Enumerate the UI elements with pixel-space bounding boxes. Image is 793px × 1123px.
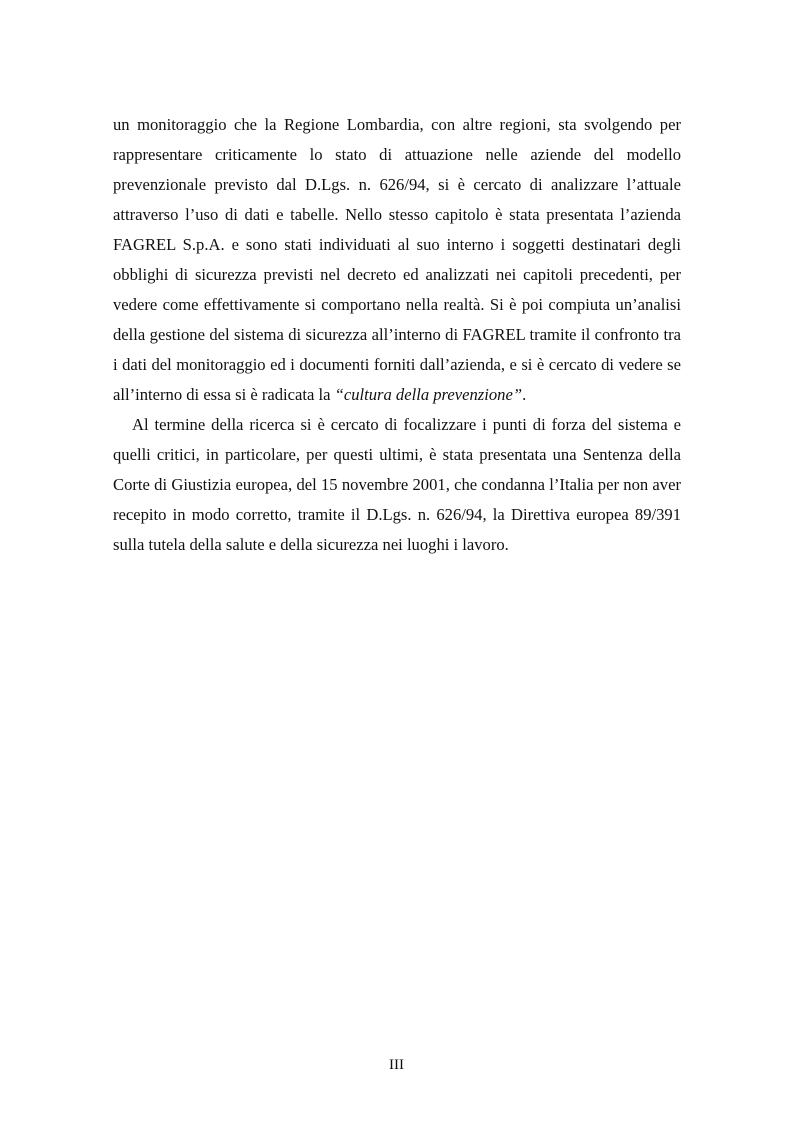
italic-quote: “cultura della prevenzione” [334,385,523,404]
page-number: III [389,1057,404,1073]
paragraph-continuation [113,110,681,410]
body-text [113,110,681,560]
paragraph-conclusion: Al termine della ricerca si è cercato di focalizzare i punti di forza del sistema e quelli critici, in particolare, per questi ultimi, è stata presentata una Sentenza della Corte di Giustizia europea, del 15 novembre 2001, che condanna l’Italia per non aver recepito in modo corretto, tramite il D.Lgs. n. 626/94, la Direttiva europea 89/391 sulla tutela della salute e della sicurezza nei luoghi i lavoro. [113,415,681,554]
paragraph-1-end: . [522,385,527,404]
paragraph-1-text: un monitoraggio che la Regione Lombardia, con altre regioni, sta svolgendo per rappresentare criticamente lo stato di attuazione nelle aziende del modello prevenzionale previsto dal D.Lgs. n. 626/94, si è cercato di analizzare l’attuale attraverso l’uso di dati e tabelle. Nello stesso capitolo è stata presentata l’azienda FAGREL S.p.A. e sono stati individuati al suo interno i soggetti destinatari degli obblighi di sicurezza previsti nel decreto ed analizzati nei capitoli precedenti, per vedere come effettivamente si comportano nella realtà. Si è poi compiuta un’analisi della gestione del sistema di sicurezza all’interno di FAGREL tramite il confronto tra i dati del monitoraggio ed i documenti forniti dall’azienda, e si è cercato di vedere se all’interno di essa si è radicata la [113,115,681,404]
